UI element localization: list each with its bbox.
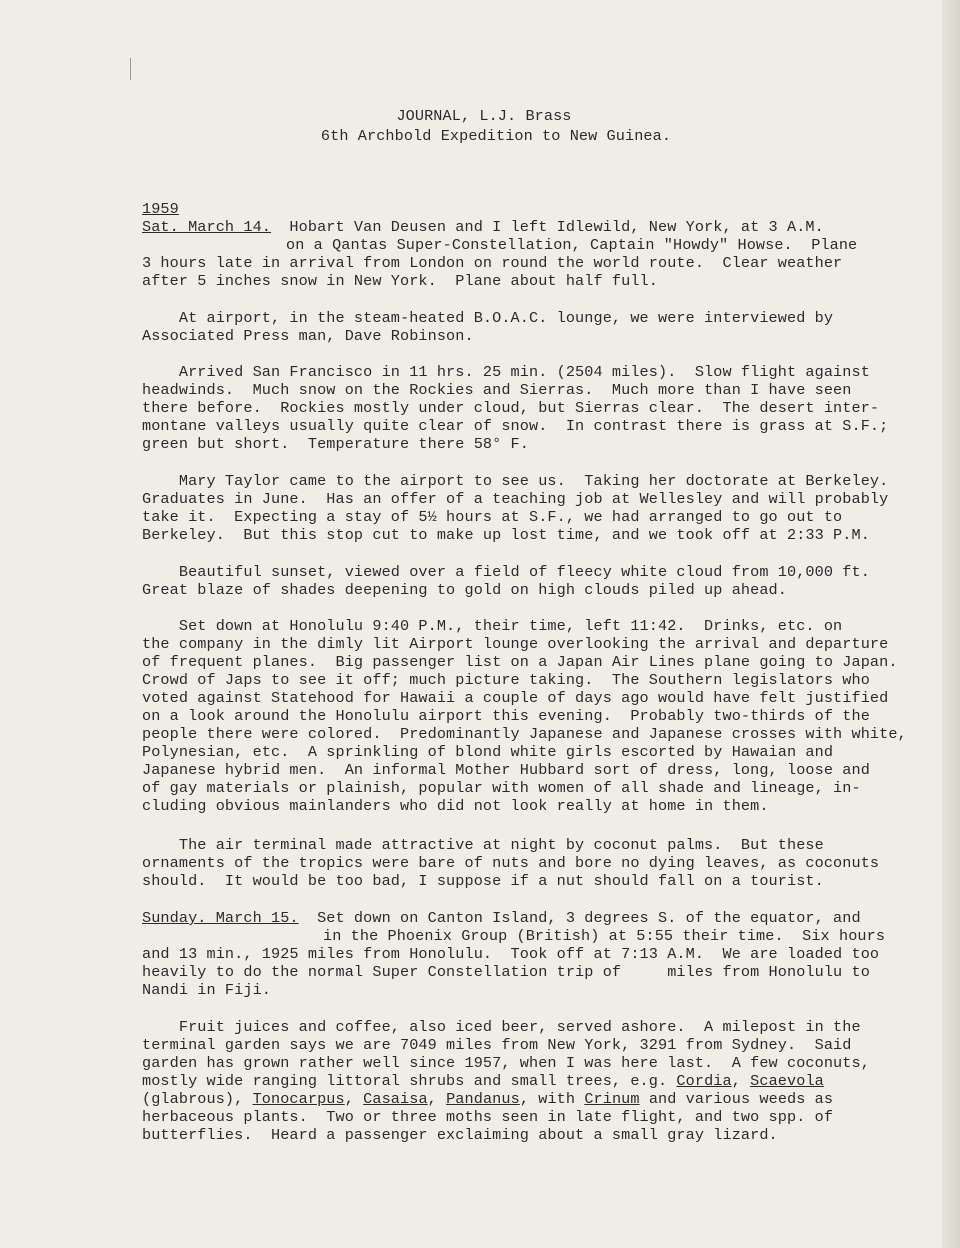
text-run: , with: [519, 1090, 585, 1108]
paragraph-line: Polynesian, etc. A sprinkling of blond white girls escorted by Hawaian and: [142, 743, 834, 761]
entry-text: Set down on Canton Island, 3 degrees S. of the equator, and: [298, 909, 861, 927]
journal-header: [0, 106, 960, 146]
paragraph-line: herbaceous plants. Two or three moths seen in late flight, and two spp. of: [142, 1108, 834, 1126]
text-run: ,: [427, 1090, 447, 1108]
entry-line: after 5 inches snow in New York. Plane about half full.: [142, 272, 658, 290]
paragraph-line: Crowd of Japs to see it off; much picture taking. The Southern legislators who: [142, 671, 870, 689]
paragraph-line: take it. Expecting a stay of 5½ hours at S.F., we had arranged to go out to: [142, 508, 843, 526]
text-run: ,: [344, 1090, 364, 1108]
text-run: mostly wide ranging littoral shrubs and small trees, e.g.: [142, 1072, 677, 1090]
paragraph-line: Berkeley. But this stop cut to make up lost time, and we took off at 2:33 P.M.: [142, 526, 870, 544]
entry-line: heavily to do the normal Super Constellation trip of miles from Honolulu to: [142, 963, 870, 981]
paragraph-line: Associated Press man, Dave Robinson.: [142, 327, 474, 345]
header-subtitle: 6th Archbold Expedition to New Guinea.: [320, 127, 672, 145]
paragraph-line: [142, 1072, 824, 1090]
paragraph-line: Great blaze of shades deepening to gold on high clouds piled up ahead.: [142, 581, 787, 599]
entry-line: [142, 909, 861, 927]
paragraph-line: Fruit juices and coffee, also iced beer, served ashore. A milepost in the: [142, 1018, 861, 1036]
paragraph-line: Beautiful sunset, viewed over a field of fleecy white cloud from 10,000 ft.: [142, 563, 870, 581]
genus-name: Cordia: [676, 1072, 732, 1090]
paragraph-line: there before. Rockies mostly under cloud, but Sierras clear. The desert inter-: [142, 399, 880, 417]
entry-line: [142, 218, 824, 236]
paragraph-line: The air terminal made attractive at night by coconut palms. But these: [142, 836, 824, 854]
margin-mark: [130, 58, 131, 80]
paragraph-line: people there were colored. Predominantly Japanese and Japanese crosses with white,: [142, 725, 907, 743]
entry-line: in the Phoenix Group (British) at 5:55 their time. Six hours: [323, 927, 886, 945]
text-run: (glabrous),: [142, 1090, 253, 1108]
paragraph-line: of gay materials or plainish, popular with women of all shade and lineage, in-: [142, 779, 861, 797]
genus-name: Casaisa: [363, 1090, 428, 1108]
year-heading: 1959: [142, 200, 179, 218]
text-run: ,: [731, 1072, 751, 1090]
paper-edge: [942, 0, 960, 1248]
paragraph-line: garden has grown rather well since 1957, when I was here last. A few coconuts,: [142, 1054, 870, 1072]
entry-line: 3 hours late in arrival from London on round the world route. Clear weather: [142, 254, 843, 272]
paragraph-line: on a look around the Honolulu airport this evening. Probably two-thirds of the: [142, 707, 870, 725]
paragraph-line: green but short. Temperature there 58° F.: [142, 435, 529, 453]
paragraph-line: the company in the dimly lit Airport lounge overlooking the arrival and departure: [142, 635, 889, 653]
genus-name: Tonocarpus: [252, 1090, 345, 1108]
header-title: JOURNAL, L.J. Brass: [396, 107, 572, 125]
entry-line: Nandi in Fiji.: [142, 981, 271, 999]
entry-date: Sat. March 14.: [142, 218, 271, 236]
entry-line: on a Qantas Super-Constellation, Captain "Howdy" Howse. Plane: [286, 236, 858, 254]
entry-date: Sunday. March 15.: [142, 909, 299, 927]
entry-text: Hobart Van Deusen and I left Idlewild, New York, at 3 A.M.: [271, 218, 824, 236]
paragraph-line: cluding obvious mainlanders who did not look really at home in them.: [142, 797, 769, 815]
paragraph-line: voted against Statehood for Hawaii a couple of days ago would have felt justified: [142, 689, 889, 707]
paragraph-line: Arrived San Francisco in 11 hrs. 25 min. (2504 miles). Slow flight against: [142, 363, 870, 381]
paragraph-line: ornaments of the tropics were bare of nuts and bore no dying leaves, as coconuts: [142, 854, 880, 872]
paragraph-line: Japanese hybrid men. An informal Mother Hubbard sort of dress, long, loose and: [142, 761, 870, 779]
genus-name: Crinum: [584, 1090, 640, 1108]
genus-name: Scaevola: [750, 1072, 824, 1090]
genus-name: Pandanus: [446, 1090, 520, 1108]
paragraph-line: Graduates in June. Has an offer of a teaching job at Wellesley and will probably: [142, 490, 889, 508]
text-run: and various weeds as: [639, 1090, 834, 1108]
paragraph-line: headwinds. Much snow on the Rockies and Sierras. Much more than I have seen: [142, 381, 852, 399]
paragraph-line: terminal garden says we are 7049 miles from New York, 3291 from Sydney. Said: [142, 1036, 852, 1054]
paragraph-line: At airport, in the steam-heated B.O.A.C. lounge, we were interviewed by: [142, 309, 834, 327]
paragraph-line: [142, 1090, 833, 1108]
paragraph-line: should. It would be too bad, I suppose if a nut should fall on a tourist.: [142, 872, 824, 890]
paragraph-line: of frequent planes. Big passenger list on a Japan Air Lines plane going to Japan.: [142, 653, 898, 671]
paragraph-line: Set down at Honolulu 9:40 P.M., their time, left 11:42. Drinks, etc. on: [142, 617, 843, 635]
entry-line: and 13 min., 1925 miles from Honolulu. Took off at 7:13 A.M. We are loaded too: [142, 945, 880, 963]
paragraph-line: montane valleys usually quite clear of snow. In contrast there is grass at S.F.;: [142, 417, 889, 435]
paragraph-line: Mary Taylor came to the airport to see us. Taking her doctorate at Berkeley.: [142, 472, 889, 490]
paragraph-line: butterflies. Heard a passenger exclaiming about a small gray lizard.: [142, 1126, 778, 1144]
